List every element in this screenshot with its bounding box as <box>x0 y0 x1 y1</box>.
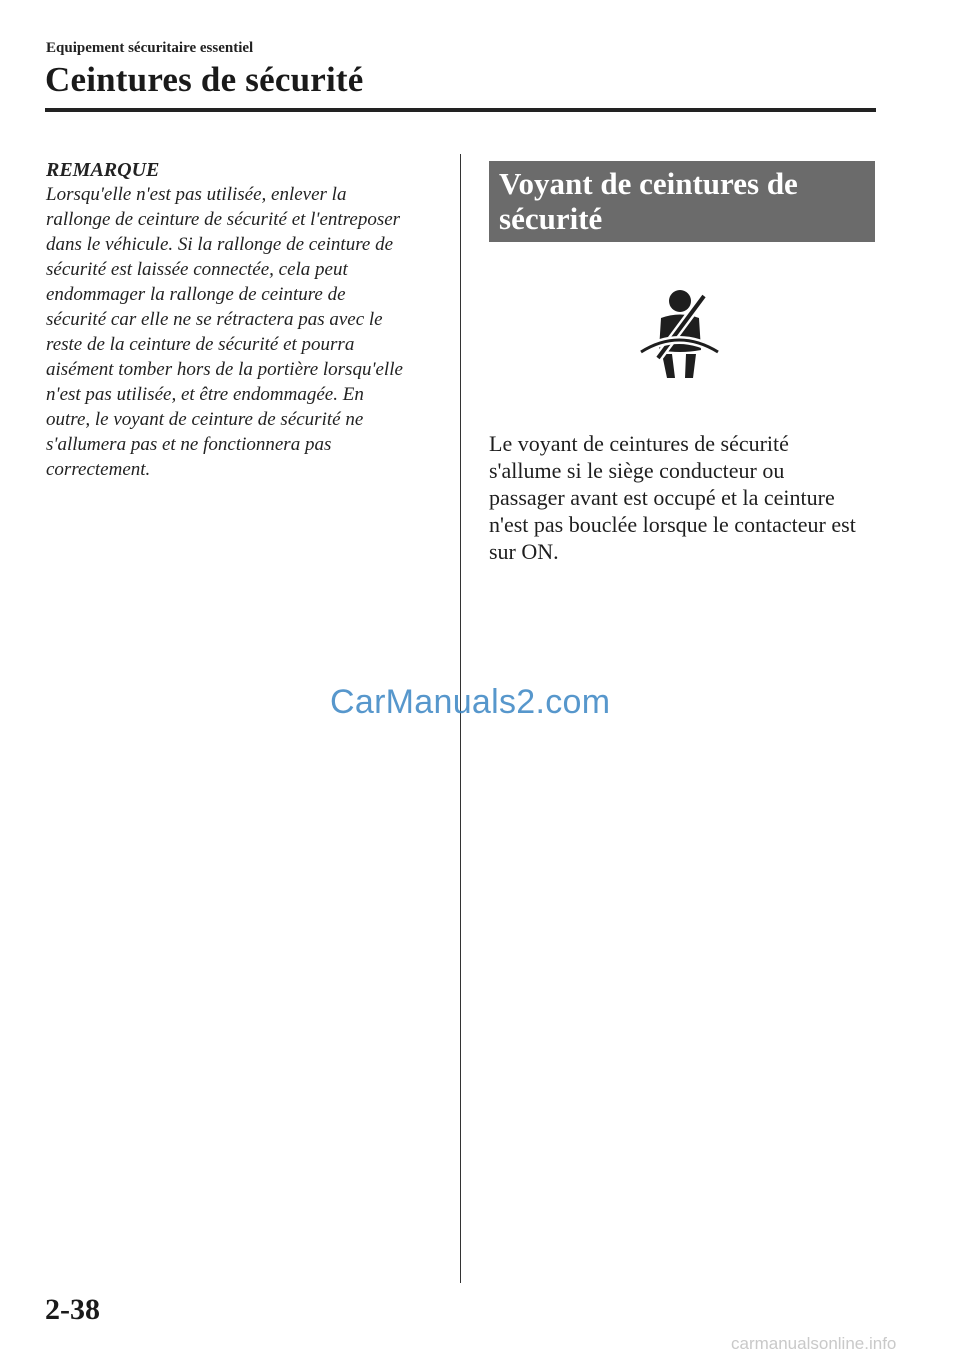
body-line: sur ON. <box>489 539 559 564</box>
watermark-carmanualsonline: carmanualsonline.info <box>731 1334 897 1353</box>
page-number: 2-38 <box>45 1293 100 1326</box>
note-line: rallonge de ceinture de sécurité et l'entreposer <box>46 209 401 230</box>
note-line: outre, le voyant de ceinture de sécurité ne <box>46 409 364 430</box>
note-line: sécurité est laissée connectée, cela peut <box>46 259 348 280</box>
section-heading-line: sécurité <box>499 201 603 236</box>
note-line: endommager la rallonge de ceinture de <box>46 284 346 305</box>
section-body-text <box>489 430 875 565</box>
note-line: sécurité car elle ne se rétractera pas avec le <box>46 309 383 330</box>
note-block <box>46 158 441 482</box>
body-line: passager avant est occupé et la ceinture <box>489 485 835 510</box>
watermark-carmanuals2: CarManuals2.com <box>330 683 611 721</box>
body-line: Le voyant de ceintures de sécurité <box>489 431 789 456</box>
note-line: Lorsqu'elle n'est pas utilisée, enlever la <box>46 184 347 205</box>
breadcrumb: Equipement sécuritaire essentiel <box>46 40 254 56</box>
note-line: n'est pas utilisée, et être endommagée. En <box>46 384 364 405</box>
note-line: dans le véhicule. Si la rallonge de ceinture de <box>46 234 394 255</box>
note-text <box>46 182 441 482</box>
section-heading-line: Voyant de ceintures de <box>499 166 798 201</box>
note-line: aisément tomber hors de la portière lorsqu'elle <box>46 359 403 380</box>
body-line: n'est pas bouclée lorsque le contacteur est <box>489 512 856 537</box>
section-heading-text <box>499 166 865 236</box>
note-title: REMARQUE <box>46 159 160 181</box>
body-line: s'allume si le siège conducteur ou <box>489 458 785 483</box>
note-line: correctement. <box>46 459 151 480</box>
page-title: Ceintures de sécurité <box>45 60 364 99</box>
seatbelt-warning-icon <box>638 288 720 380</box>
header-rule <box>45 108 876 112</box>
section-heading <box>489 161 875 242</box>
note-line: reste de la ceinture de sécurité et pourra <box>46 334 355 355</box>
note-line: s'allumera pas et ne fonctionnera pas <box>46 434 332 455</box>
